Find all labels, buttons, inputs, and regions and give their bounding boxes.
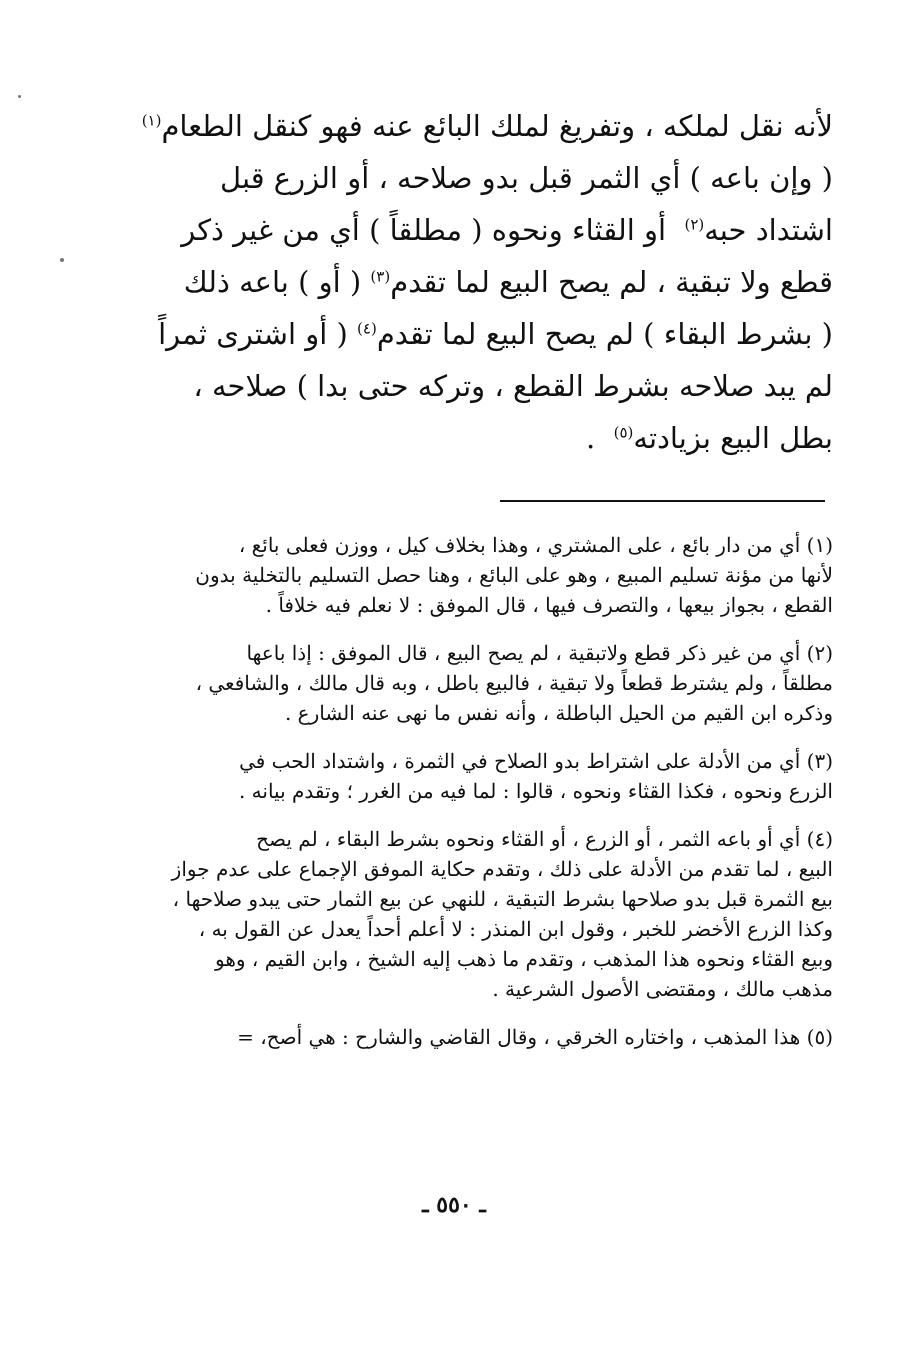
main-line-2 xyxy=(78,152,833,204)
footnote-3 xyxy=(78,746,833,806)
footnote-2 xyxy=(78,638,833,728)
footnote-4-line-5: وبيع القثاء ونحوه هذا المذهب ، وتقدم ما ذهب إليه الشيخ ، وابن القيم ، وهو xyxy=(215,947,833,971)
footnote-3-line-1: (٣) أي من الأدلة على اشتراط بدو الصلاح في الثمرة ، واشتداد الحب في xyxy=(239,749,833,773)
main-line-7 xyxy=(78,412,833,464)
main-line-6 xyxy=(78,360,833,412)
footnote-separator xyxy=(500,500,825,502)
footnote-1 xyxy=(78,530,833,620)
footnote-1-line-3: القطع ، بجواز بيعها ، والتصرف فيها ، قال الموفق : لا نعلم فيه خلافاً . xyxy=(265,593,833,617)
main-line-7-period: . xyxy=(585,421,596,455)
scan-speck xyxy=(18,95,21,98)
footnote-5 xyxy=(78,1022,833,1052)
footnote-2-line-3: وذكره ابن القيم من الحيل الباطلة ، وأنه نفس ما نهى عنه الشارع . xyxy=(284,701,833,725)
main-line-4a-text: قطع ولا تبقية ، لم يصح البيع لما تقدم xyxy=(390,265,833,299)
main-line-5a-text: ( بشرط البقاء ) لم يصح البيع لما تقدم xyxy=(376,317,833,351)
main-line-4b-text: ( أو ) باعه ذلك xyxy=(183,265,362,299)
footnote-4-line-2: البيع ، لما تقدم من الأدلة على ذلك ، وتقدم حكاية الموفق الإجماع على عدم جواز xyxy=(171,857,833,881)
main-body-text xyxy=(78,100,833,464)
page-number: ـ ٥٥٠ ـ xyxy=(422,1192,486,1218)
footnote-mark-1: (١) xyxy=(141,111,162,130)
main-line-4 xyxy=(78,256,833,308)
main-line-1-text: لأنه نقل لملكه ، وتفريغ لملك البائع عنه فهو كنقل الطعام xyxy=(161,109,833,143)
main-line-3b-text: أو القثاء ونحوه ( مطلقاً ) أي من غير ذكر xyxy=(181,213,667,247)
main-line-2-text: ( وإن باعه ) أي الثمر قبل بدو صلاحه ، أو الزرع قبل xyxy=(219,161,833,195)
footnote-1-line-2: لأنها من مؤنة تسليم المبيع ، وهو على البائع ، وهنا حصل التسليم بالتخلية بدون xyxy=(195,563,833,587)
footnote-3-line-2: الزرع ونحوه ، فكذا القثاء ونحوه ، قالوا : لما فيه من الغرر ؛ وتقدم بيانه . xyxy=(238,779,833,803)
footnote-1-line-1: (١) أي من دار بائع ، على المشتري ، وهذا بخلاف كيل ، ووزن فعلى بائع ، xyxy=(238,533,833,557)
main-line-3 xyxy=(78,204,833,256)
footnote-4-line-4: وكذا الزرع الأخضر للخبر ، وقول ابن المنذر : لا أعلم أحداً يعدل عن القول به ، xyxy=(198,917,833,941)
footnote-mark-5: (٥) xyxy=(613,423,634,442)
main-line-6-text: لم يبد صلاحه بشرط القطع ، وتركه حتى بدا ) صلاحه ، xyxy=(193,369,833,403)
footnote-5-line-1: (٥) هذا المذهب ، واختاره الخرقي ، وقال القاضي والشارح : هي أصح، = xyxy=(237,1025,833,1049)
footnote-2-line-1: (٢) أي من غير ذكر قطع ولاتبقية ، لم يصح البيع ، قال الموفق : إذا باعها xyxy=(246,641,833,665)
footnote-mark-3: (٣) xyxy=(370,267,391,286)
footnote-4-line-6: مذهب مالك ، ومقتضى الأصول الشرعية . xyxy=(492,977,833,1001)
footnote-4-line-1: (٤) أي أو باعه الثمر ، أو الزرع ، أو القثاء ونحوه بشرط البقاء ، لم يصح xyxy=(256,827,833,851)
scan-speck xyxy=(60,258,64,262)
main-line-3a-text: اشتداد حبه xyxy=(704,213,833,247)
footnotes-section xyxy=(78,530,833,1070)
main-line-1 xyxy=(78,100,833,152)
footnote-4 xyxy=(78,824,833,1004)
footnote-2-line-2: مطلقاً ، ولم يشترط قطعاً ولا تبقية ، فالبيع باطل ، وبه قال مالك ، والشافعي ، xyxy=(195,671,833,695)
main-line-7-text: بطل البيع بزيادته xyxy=(633,421,833,455)
footnote-mark-2: (٢) xyxy=(684,215,705,234)
main-line-5b-text: ( أو اشترى ثمراً xyxy=(158,317,348,351)
main-line-5 xyxy=(78,308,833,360)
footnote-mark-4: (٤) xyxy=(357,319,377,338)
footnote-4-line-3: بيع الثمرة قبل بدو صلاحها بشرط التبقية ، للنهي عن بيع الثمار حتى يبدو صلاحها ، xyxy=(172,887,833,911)
